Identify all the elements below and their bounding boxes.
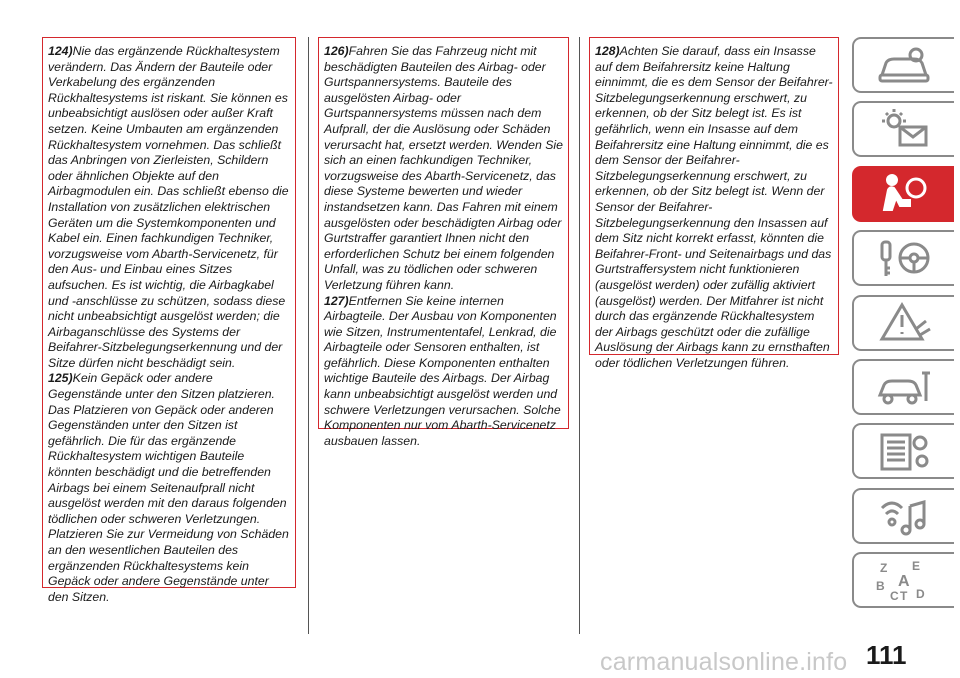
tab-warning-lights[interactable]: [852, 101, 954, 157]
note-number: 126): [324, 44, 349, 58]
tab-index[interactable]: [852, 552, 954, 608]
column-divider: [579, 37, 580, 634]
warning-text: Nie das ergänzende Rückhaltesystem verändern. Das Ändern der Bauteile oder Verkabelung des ergänzenden Rückhaltesystems ist riskant. Sie können es unbeabsichtigt auslösen oder außer Kraft setzen. Keine Umbauten am ergänzenden Rückhaltesystem vornehmen. Das schließt das Anbringen von Zierleisten, Schildern oder ähnlichen Objekte auf den Airbagmodulen ein. Das schließt ebenso die Installation von zusätzlichen elektrischen Geräten um die Systemkomponenten und Kabel ein. Einen fachkundigen Techniker, vorzugsweise vom Abarth-Servicenetz, für den Aus- und Einbau eines Sitzes aufsuchen. Es ist wichtig, die Airbagkabel und -anschlüsse zu schützen, sodass diese nicht unbeabsichtigt ausgelöst werden; die Airbaganschlüsse des Systems der Beifahrer-Sitzbelegungserkennung und der Sitze dürfen nicht beschädigt sein.: [48, 44, 289, 370]
warning-box-2: [318, 37, 569, 448]
note-number: 127): [324, 293, 349, 308]
multimedia-icon: [872, 492, 936, 540]
svg-text:Z: Z: [880, 561, 888, 576]
emergency-triangle-icon: [872, 299, 936, 347]
warning-box-1: [42, 37, 296, 604]
warning-paragraph-125: [48, 371, 290, 605]
car-dashboard-icon: [872, 41, 936, 89]
column-divider: [308, 37, 309, 634]
note-number: 128): [595, 44, 620, 58]
watermark: carmanualsonline.info: [600, 648, 848, 676]
warning-box-3: [589, 37, 839, 370]
tab-dashboard[interactable]: [852, 37, 954, 93]
car-wrench-icon: [872, 363, 936, 411]
chapter-sidebar: [852, 37, 954, 617]
svg-text:B: B: [876, 579, 885, 594]
tab-maintenance[interactable]: [852, 359, 954, 415]
warning-text: Kein Gepäck oder andere Gegenstände unter den Sitzen platzieren. Das Platzieren von Gepäck oder anderen Gegenständen unter den Sitzen ist gefährlich. Die für das ergänzende Rückhaltesystem wichtigen Bauteile könnten beschädigt und die betreffenden Airbags bei einem Seitenaufprall nicht ausgelöst werden mit den daraus folgenden tödlichen oder schweren Verletzungen. Platzieren Sie zur Vermeidung von Schäden an den wesentlichen Bauteilen des ergänzenden Rückhaltesystems kein Gepäck oder andere Gegenstände unter den Sitzen.: [48, 371, 289, 604]
airbag-seat-icon: [872, 170, 936, 218]
tab-technical-data[interactable]: [852, 423, 954, 479]
warning-paragraph-126: [324, 44, 563, 294]
key-steering-wheel-icon: [872, 234, 936, 282]
svg-text:C: C: [890, 589, 899, 604]
svg-text:A: A: [898, 573, 910, 591]
warning-paragraph-124: [48, 44, 290, 371]
warning-text: Entfernen Sie keine internen Airbagteile. Der Ausbau von Komponenten wie Sitzen, Instrumententafel, Lenkrad, die Airbagteile oder Sensoren enthalten, ist gefährlich. Diese Komponenten enthalten wichtige Bauteile des Airbags. Der Airbag kann unbeabsichtigt ausgelöst werden und schwere Verletzungen verursachen. Solche Komponenten nur vom Abarth-Servicenetz ausbauen lassen.: [324, 293, 561, 448]
index-letters-icon: [872, 556, 936, 604]
warning-text: Achten Sie darauf, dass ein Insasse auf dem Beifahrersitz keine Haltung einnimmt, die es dem Sensor der Beifahrer-Sitzbelegungserkennung erschwert, zu erkennen, ob der Sitz belegt ist. Es ist gefährlich, wenn ein Insasse auf dem Beifahrersitz eine Haltung einnimmt, die es dem Sensor der Beifahrer-Sitzbelegungserkennung erschwert, zu erkennen, ob der Sitz belegt ist. Wenn der Sensor der Beifahrer-Sitzbelegungserkennung den Insassen auf dem Sitz nicht korrekt erfasst, könnten die Beifahrer-Front- und Seitenairbags und das Gurtstraffersystem nicht funktionieren (ausgelöst werden) oder zufällig aktiviert (ausgelöst) werden. Der Mitfahrer ist nicht durch das ergänzende Rückhaltesystem der Airbags geschützt oder die zufällige Auslösung der Airbags kann zu ernsthaften oder tödlichen Verletzungen führen.: [595, 44, 833, 370]
svg-text:E: E: [912, 559, 921, 574]
page-number: 111: [866, 640, 907, 670]
tab-multimedia[interactable]: [852, 488, 954, 544]
tab-emergency[interactable]: [852, 295, 954, 351]
svg-text:D: D: [916, 587, 925, 602]
technical-data-icon: [872, 427, 936, 475]
warning-lights-icon: [872, 105, 936, 153]
note-number: 125): [48, 371, 73, 386]
svg-text:T: T: [900, 589, 908, 604]
note-number: 124): [48, 44, 73, 58]
tab-starting-driving[interactable]: [852, 230, 954, 286]
tab-safety[interactable]: [852, 166, 954, 222]
warning-text: Fahren Sie das Fahrzeug nicht mit beschädigten Bauteilen des Airbag- oder Gurtspannersystems. Bauteile des ausgelösten Airbag- oder Gurtspannersystems müssen nach dem Aufprall, der die Auslösung oder Schäden verursacht hat, ersetzt werden. Wenden Sie sich an einen fachkundigen Techniker, vorzugsweise des Abarth-Servicenetz, das diese Systeme bewerten und wieder instandsetzen kann. Das Fahren mit einem ausgelösten oder beschädigten Airbag oder Gurtstraffer garantiert Ihnen nicht den erforderlichen Schutz bei einem folgenden Unfall, was zu tödlichen oder schweren Verletzung führen kann.: [324, 44, 564, 292]
warning-paragraph-128: [595, 44, 833, 371]
warning-paragraph-127: [324, 294, 563, 450]
